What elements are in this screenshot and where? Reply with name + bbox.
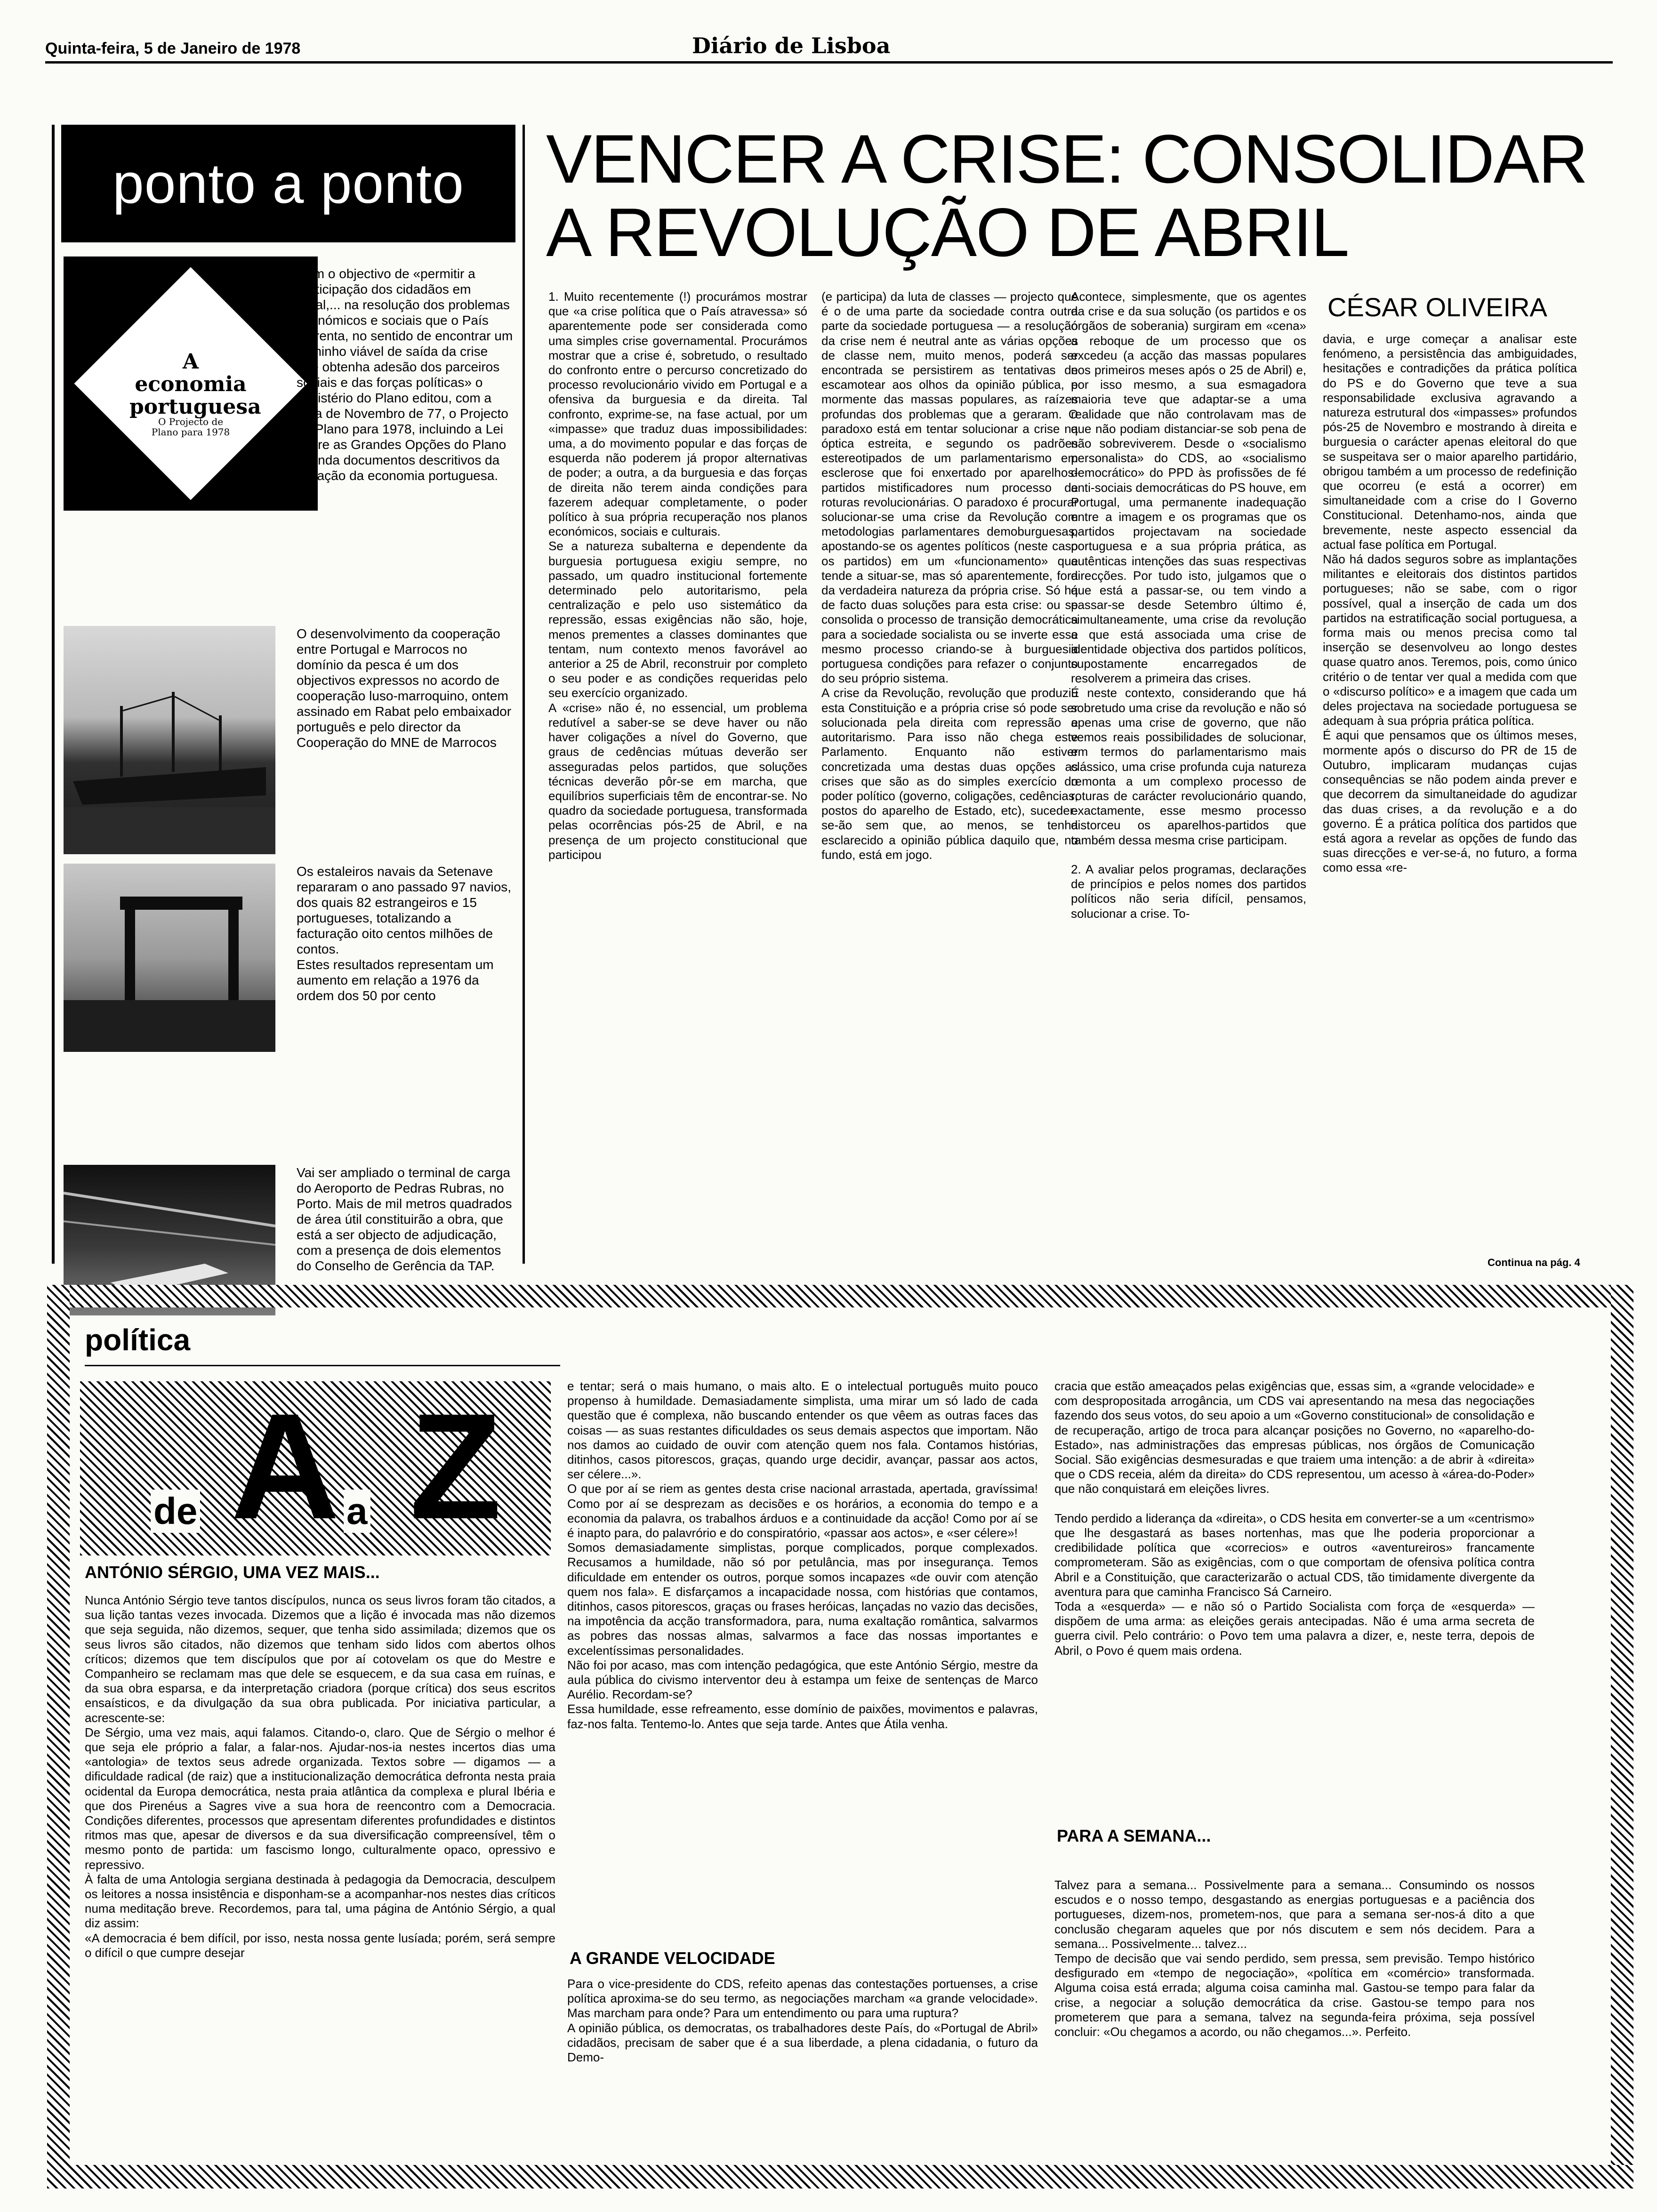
- article-column-3: Acontece, simplesmente, que os agentes da crise e da sua solução (os partidos e os órgãos de soberania) surgiram em «cena» a reboque de um processo que os excedeu (a acção das massas populares nos primeiros meses após o 25 de Abril) e, por isso mesmo, a sua esmagadora maioria teve que adaptar-se a uma realidade que não controlavam mas de que não podiam distanciar-se sob pena de não sobreviverem. Desde o «socialismo personalista» do CDS, ao «socialismo democrático» do PPD às profissões de fé anti-sociais democráticas do PS houve, em Portugal, uma permanente inadequação entre a imagem e os programas que os partidos projectavam na sociedade portuguesa e a sua própria prática, as autênticas intenções das suas respectivas direcções. Por tudo isto, julgamos que o que está a passar-se, ou tem vindo a passar-se desde Setembro último é, simultaneamente, uma crise da revolução a que está associada uma crise de identidade objectiva dos partidos políticos, supostamente encarregados de resolverem a primeira das crises. É neste contexto, considerando que há sobretudo uma crise da revolução e não só apenas uma crise de governo, que não vemos reais possibilidades de solucionar, em termos do parlamentarismo mais clássico, uma crise profunda cuja natureza remonta a um complexo processo de roturas de carácter revolucionário quando, exactamente, esse mesmo processo distorceu os aparelhos-partidos que também dessa mesma crise participam. 2. A avaliar pelos programas, declarações de princípios e pelos nomes dos partidos políticos não seria difícil, pensamos, solucionar a crise. To-: [1071, 289, 1306, 921]
- bottom-frame-bottom: [47, 2165, 1633, 2188]
- az-box: [80, 1381, 551, 1555]
- author: CÉSAR OLIVEIRA: [1327, 292, 1547, 322]
- continued-note: Continua na pág. 4: [1488, 1257, 1580, 1268]
- article-column-1: 1. Muito recentemente (!) procurámos mostrar que «a crise política que o País atravessa» só aparentemente pode ser considerada como uma simples crise governamental. Procurámos mostrar que a crise é, sobretudo, o resultado do confronto entre o percurso concretizado do processo revolucionário vivido em Portugal e a ofensiva da burguesia e da direita. Tal confronto, exprime-se, na fase actual, por um «impasse» que traduz duas impossibilidades: uma, a do movimento popular e das forças de esquerda não poderem já propor alternativas de poder; a outra, a da burguesia e das forças de direita não terem ainda condições para fazerem adequar completamente, o poder político à sua própria recuperação nos planos económicos, sociais e culturais. Se a natureza subalterna e dependente da burguesia portuguesa exigiu sempre, no passado, um quadro institucional fortemente determinado pelo autoritarismo, pela centralização e pelo uso sistemático da repressão, essas exigências não são, hoje, menos prementes a classes dominantes que tentam, num contexto menos favorável ao anterior a 25 de Abril, reconstruir por completo o seu poder e as condições requeridas pelo seu exercício organizado. A «crise» não é, no essencial, um problema redutível a saber-se se deve haver ou não haver coligações a nível do Governo, que graus de cedências mútuas deverão ser asseguradas pelos partidos, que soluções técnicas deverão pôr-se em marcha, que equilíbrios superficiais têm de encontrar-se. No quadro da sociedade portuguesa, transformada pelas ocorrências pós-25 de Abril, e na presença de um projecto constitucional que participou: [548, 289, 807, 862]
- article-column-2: (e participa) da luta de classes — projecto que é o de uma parte da sociedade contra outra parte da sociedade portuguesa — a resolução da crise nem é neutral ante as várias opções de classe nem, muito menos, poderá ser encontrada se persistirem as tentativas de escamotear aos olhos da opinião pública, e mormente das massas populares, as raízes profundas dos problemas que a geraram. O paradoxo está em tentar solucionar a crise na óptica estreita, e segundo os padrões estereotipados de um parlamentarismo em esclerose que foi enxertado por aparelhos-partidos mistificadores num processo de roturas revolucionárias. O paradoxo é procurar solucionar-se uma crise da Revolução com metodologias parlamentares demoburguesas, apostando-se os agentes políticos (neste caso os partidos) em um «funcionamento» que tende a situar-se, mas só aparentemente, fora da verdadeira natureza da própria crise. Só há de facto duas soluções para esta crise: ou se consolida o processo de transição democrática para a sociedade socialista ou se inverte esse mesmo processo criando-se à burguesia portuguesa condições para refazer o conjunto do seu próprio sistema. A crise da Revolução, revolução que produziu esta Constituição e a própria crise só pode ser solucionada pela direita com repressão e autoritarismo. Para isso não chega este Parlamento. Enquanto não estiver concretizada uma destas duas opções as crises que são as do simples exercício do poder político (governo, coligações, cedências, postos do aparelho de Estado, etc), suceder-se-ão sem que, ao menos, se tenha esclarecido a opinião pública daquilo que, no fundo, está em jogo.: [821, 289, 1078, 862]
- az-a-large: A: [231, 1382, 340, 1550]
- masthead: Diário de Lisboa: [692, 33, 891, 58]
- headline: VENCER A CRISE: CONSOLIDAR A REVOLUÇÃO DE ABRIL: [546, 120, 1587, 271]
- section-rule: [85, 1365, 560, 1366]
- az-de: de: [151, 1490, 200, 1533]
- sidebar-divider: [523, 125, 525, 1264]
- header-date: Quinta-feira, 5 de Janeiro de 1978: [45, 40, 301, 57]
- bottom-frame-top: [47, 1285, 1633, 1307]
- book-cover-subtitle: O Projecto de Plano para 1978: [151, 416, 230, 438]
- bottom-frame-left: [47, 1285, 70, 2188]
- photo-fishing-boats: [64, 626, 275, 854]
- subhead-para-a-semana: PARA A SEMANA...: [1057, 1826, 1211, 1845]
- sidebar-frame: [52, 125, 55, 1264]
- section-label: política: [85, 1323, 191, 1357]
- bottom-frame-right: [1611, 1285, 1633, 2188]
- book-cover-title: A economia portuguesa: [129, 350, 261, 419]
- header-rule: [45, 61, 1613, 64]
- boats-icon: [64, 626, 275, 854]
- sidebar-item-morocco: O desenvolvimento da cooperação entre Portugal e Marrocos no domínio da pesca é um dos objectivos expressos no acordo de cooperação luso-marroquino, ontem assinado em Rabat pelo embaixador português e pelo director da Cooperação do MNE de Marrocos: [297, 626, 512, 750]
- photo-shipyard: [64, 864, 275, 1052]
- sidebar-title: ponto a ponto: [112, 152, 464, 215]
- subhead-grande-velocidade: A GRANDE VELOCIDADE: [570, 1948, 775, 1968]
- sidebar-item-airport: Vai ser ampliado o terminal de carga do Aeroporto de Pedras Rubras, no Porto. Mais de mil metros quadrados de área útil constituirão a obra, que está a ser objecto de adjudicação, com a presença de dois elementos do Conselho de Gerência da TAP.: [297, 1165, 512, 1273]
- bottom-column-1: Nunca António Sérgio teve tantos discípulos, nunca os seus livros foram tão citados, a sua lição tantas vezes invocada. Dizemos que a lição é invocada mas não dizemos que seja seguida, não dizemos, sequer, que tenha sido assimilada; dizemos que os seus livros são citados, não dizemos que tenham sido lidos com abertos olhos críticos; dizemos que tem discípulos que por aí cotovelam os que do Mestre e Companheiro se reclamam mas que dele se esquecem, e da sua casa em ruínas, e da sua obra esparsa, e da interpretação criadora (porque crítica) dos seus escritos ensaísticos, e da divulgação da sua obra publicada. Por iniciativa particular, a acrescente-se: De Sérgio, uma vez mais, aqui falamos. Citando-o, claro. Que de Sérgio o melhor é que seja ele próprio a falar, a falar-nos. Ajudar-nos-ia nestes incertos dias uma «antologia» de textos seus adrede organizada. Textos sobre — digamos — a dificuldade radical (de raiz) que a institucionalização democrática defronta nesta praia ocidental da Europa democrática, nesta praia atlântica da complexa e plural Ibéria e que dos Pirenéus a Sagres vive a sua hora de reencontro com a Democracia. Condições diferentes, processos que apresentam diferentes profundidades e distintos ritmos mas que, apesar de diversos e da sua diversificação compreensível, têm o mesmo ponto de partida: um fascismo longo, culturalmente opaco, opressivo e repressivo. À falta de uma Antologia sergiana destinada à pedagogia da Democracia, desculpem os leitores a nossa insistência e disponham-se a acompanhar-nos nestes dias críticos numa meditação breve. Recordemos, para tal, uma página de António Sérgio, a qual diz assim: «A democracia é bem difícil, por isso, nesta nossa gente lusíada; porém, será sempre o difícil o que cumpre desejar: [85, 1593, 555, 1960]
- sidebar-title-box: [61, 125, 515, 242]
- crane-icon: [64, 864, 275, 1052]
- bottom-column-2b: Para o vice-presidente do CDS, refeito apenas das contestações portuenses, a crise política aproxima-se do seu termo, as negociações marcham «a grande velocidade». Mas marcham para onde? Para um entendimento ou para uma ruptura? A opinião pública, os democratas, os trabalhadores deste País, do «Portugal de Abril» cidadãos, precisam de saber que é a sua liberdade, a plena cidadania, o futuro da Demo-: [567, 1977, 1038, 2065]
- bottom-column-3: cracia que estão ameaçados pelas exigências que, essas sim, a «grande velocidade» e com despropositada arrogância, um CDS vai apresentando na mesa das negociações fazendo dos seus votos, do seu apoio a um «Governo constitucional» de consolidação e de recuperação, artigo de troca para alcançar posições no Governo, no «aparelho-do-Estado», nas administrações das empresas públicas, nos órgãos de Comunicação Social. São exigências desmesuradas e que traiem uma intenção: a de abrir à «direita» que o CDS receia, além da direita» do CDS representou, um acesso à «área-do-Poder» que não conquistará em eleições livres. Tendo perdido a liderança da «direita», o CDS hesita em converter-se a um «centrismo» que lhe desgastará as bases nortenhas, mas que lhe poderia proporcionar a credibilidade política que «correcios» e outros «aventureiros» francamente comprometeram. São as exigências, com o que comportam de ofensiva política contra Abril e a Constituição, que caracterizarão o actual CDS, tão timidamente divergente da aventura para que caminha Francisco Sá Carneiro. Toda a «esquerda» — e não só o Partido Socialista com força de «esquerda» — dispõem de uma arma: as eleições gerais antecipadas. Não é uma arma secreta de guerra civil. Pelo contrário: o Povo tem uma palavra a dizer, e, neste terra, depois de Abril, o Povo é quem mais ordena.: [1054, 1379, 1535, 1658]
- subhead-antonio-sergio: ANTÓNIO SÉRGIO, UMA VEZ MAIS...: [85, 1563, 380, 1582]
- book-cover: [64, 256, 318, 511]
- bottom-column-3b: Talvez para a semana... Possivelmente para a semana... Consumindo os nossos escudos e o nosso tempo, desgastando as energias portuguesas e a paciência dos portugueses, dizem-nos, prometem-nos, que para a semana ser-nos-á dito a que conclusão chegaram aqueles que por nós discutem e sem nós decidem. Para a semana... Possivelmente... talvez... Tempo de decisão que vai sendo perdido, sem pressa, sem previsão. Tempo histórico desfigurado em «tempo de negociação», «política em «comércio» transformada. Alguma coisa está errada; alguma coisa caminha mal. Gastou-se tempo para falar da crise, a negociar a solução democrática da crise. Gastou-se tempo para nos prometerem que para a semana, talvez na segunda-feira próxima, seja possível concluir: «Ou chegamos a acordo, ou não chegamos...». Perfeito.: [1054, 1878, 1535, 2039]
- az-a-small: a: [344, 1490, 370, 1533]
- article-column-4: davia, e urge começar a analisar este fenómeno, a persistência das ambiguidades, hesitações e contradições da prática política do PS e do Governo que teve a sua responsabilidade exclusiva agravando a natureza estrutural dos «impasses» profundos pós-25 de Novembro e mostrando à direita e burguesia o carácter apenas eleitoral do que se suspeitava ser o maior aparelho partidário, obrigou também a um processo de redefinição que ocorreu (e está a ocorrer) em simultaneidade com a crise do I Governo Constitucional. Detenhamo-nos, ainda que brevemente, neste aspecto essencial da actual fase política em Portugal. Não há dados seguros sobre as implantações militantes e eleitorais dos distintos partidos portugueses; não se sabe, com o rigor possível, qual a inserção de cada um dos partidos na estratificação social portuguesa, a forma mais ou menos precisa como tal inserção se desenvolveu ao longo destes quase quatro anos. Teremos, pois, como único critério o de tentar ver qual a medida com que o «discurso político» e a imagem que cada um deles projectava na sociedade portuguesa se adequam à sua própria prática política. É aqui que pensamos que os últimos meses, mormente após o discurso do PR de 15 de Outubro, implicaram mudanças cujas consequências se não podem ainda prever e que decorrem da simultaneidade do agudizar das duas crises, a da revolução e a do governo. É a prática política dos partidos que está agora a revelar as opções de fundo das suas direcções e ver-se-á, no futuro, a forma como essa «re-: [1323, 332, 1577, 875]
- az-z: Z: [410, 1382, 502, 1550]
- sidebar-item-setenave: Os estaleiros navais da Setenave repararam o ano passado 97 navios, dos quais 82 estrangeiros e 15 portugueses, totalizando a facturação oito centos milhões de contos. Estes resultados representam um aumento em relação a 1976 da ordem dos 50 por cento: [297, 864, 512, 1003]
- sidebar-item-plan: Com o objectivo de «permitir a participação dos cidadãos em geral,... na resolução dos problemas económicos e sociais que o País enfrenta, no sentido de encontrar um caminho viável de saída da crise que obtenha adesão dos parceiros sociais e das forças políticas» o Ministério do Plano editou, com a data de Novembro de 77, o Projecto de Plano para 1978, incluindo a Lei sobre as Grandes Opções do Plano e ainda documentos descritivos da situação da economia portuguesa.: [297, 266, 513, 483]
- bottom-column-2: e tentar; será o mais humano, o mais alto. E o intelectual português muito pouco propenso à humildade. Demasiadamente simplista, uma mirar um só lado de cada questão que é complexa, não buscando entender os que vêem as outras faces das coisas — as suas restantes dificuldades os seus demais aspectos que importam. Não nos damos ao cuidado de ouvir com atenção quem nos fala. Contamos histórias, ditinhos, casos pitorescos, graças, quando urge decidir, avançar, passar aos actos, ser célere...». O que por aí se riem as gentes desta crise nacional arrastada, apertada, gravíssima! Como por aí se desprezam as decisões e os horários, a economia do tempo e a economia da palavra, os trabalhos árduos e a continuidade da acção! Como por aí se é inapto para, do palavrório e do conspiratório, «passar aos actos», e «ser célere»! Somos demasiadamente simplistas, porque complicados, porque complexados. Recusamos a humildade, não só por petulância, mas por insegurança. Temos dificuldade em entender os outros, porque somos incapazes «de ouvir com atenção quem nos fala». E disfarçamos a incapacidade nossa, com histórias que contamos, ditinhos, casos pitorescos, graças ou frases heróicas, lançadas no vazio das decisões, na impotência da acção transformadora, para, numa exaltação romântica, salvarmos as pobres das nossas almas, salvarmos a face das nossas importantes e excelentíssimas personalidades. Não foi por acaso, mas com intenção pedagógica, que este António Sérgio, mestre da aula pública do civismo interventor deu à estampa um feixe de sentenças de Marco Aurélio. Recordam-se? Essa humildade, esse refreamento, esse domínio de paixões, movimentos e palavras, faz-nos falta. Tentemo-lo. Antes que seja tarde. Antes que Átila venha.: [567, 1379, 1038, 1731]
